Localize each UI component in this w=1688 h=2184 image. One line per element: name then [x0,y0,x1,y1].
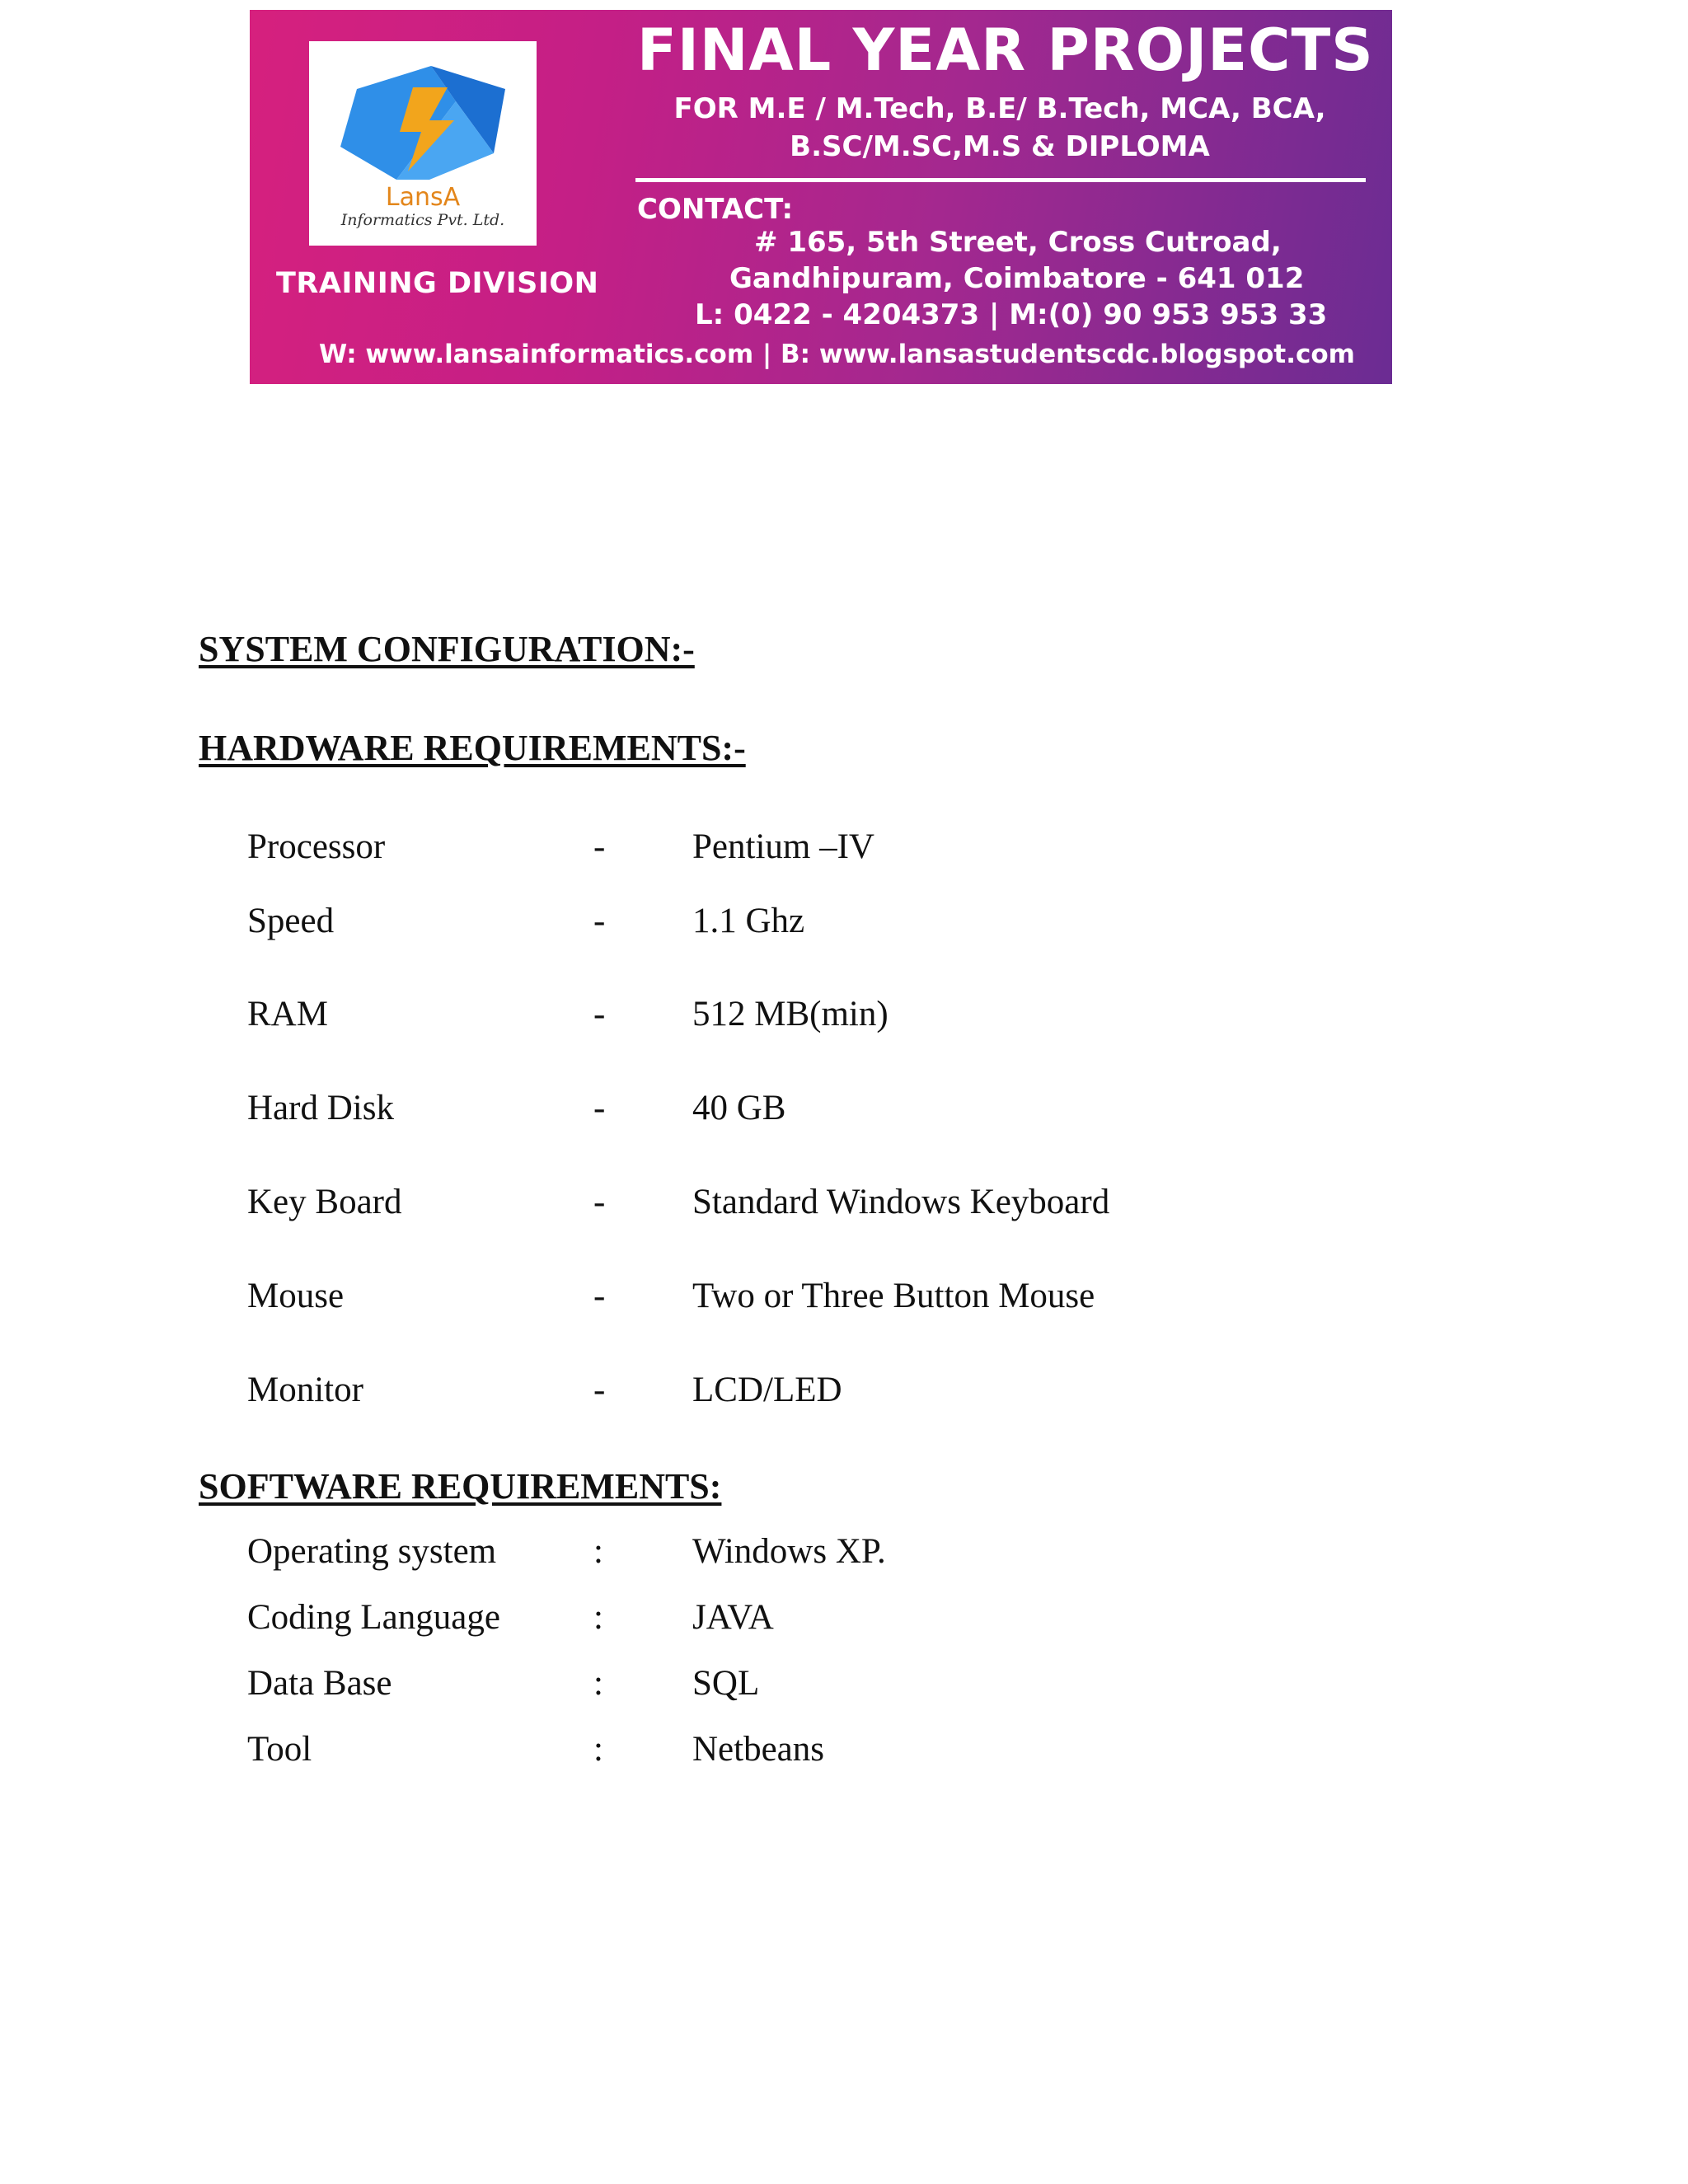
software-value: JAVA [692,1598,774,1637]
banner-subtitle-2: B.SC/M.SC,M.S & DIPLOMA [790,130,1210,163]
software-value: Netbeans [692,1730,824,1769]
contact-web: W: www.lansainformatics.com | B: www.lansastudentscdc.blogspot.com [319,340,1355,369]
separator: - [593,1277,606,1315]
hardware-value: Two or Three Button Mouse [692,1277,1095,1315]
hardware-label: Hard Disk [247,1089,394,1127]
banner-subtitle-1: FOR M.E / M.Tech, B.E/ B.Tech, MCA, BCA, [673,92,1326,125]
software-label: Tool [247,1730,312,1769]
hardware-row [0,1370,1688,1419]
banner-title: FINAL YEAR PROJECTS [637,16,1374,84]
separator: - [593,827,606,866]
company-logo [309,41,537,246]
hardware-label: Monitor [247,1371,363,1409]
system-configuration-heading: SYSTEM CONFIGURATION:- [199,629,695,669]
hardware-label: Speed [247,902,335,940]
hardware-value: 512 MB(min) [692,995,889,1033]
logo-subtitle: Informatics Pvt. Ltd. [340,211,505,229]
hardware-label: Mouse [247,1277,345,1315]
software-row [0,1729,1688,1779]
hardware-label: Key Board [247,1183,402,1221]
hardware-row [0,1182,1688,1231]
separator: - [593,1089,606,1127]
hardware-row [0,827,1688,876]
hardware-value: 40 GB [692,1089,786,1127]
software-row [0,1597,1688,1647]
software-label: Data Base [247,1664,392,1703]
hardware-row [0,1276,1688,1325]
software-value: SQL [692,1664,760,1703]
hardware-row [0,994,1688,1043]
software-requirements-heading: SOFTWARE REQUIREMENTS: [199,1466,722,1507]
hardware-row [0,1088,1688,1137]
hardware-value: 1.1 Ghz [692,902,805,940]
contact-phone: L: 0422 - 4204373 | M:(0) 90 953 953 33 [695,298,1328,331]
separator: - [593,1183,606,1221]
software-label: Operating system [247,1532,497,1571]
separator: : [593,1664,603,1703]
separator: : [593,1598,603,1637]
contact-city: Gandhipuram, Coimbatore - 641 012 [729,262,1305,295]
lightning-logo-icon [332,56,513,188]
logo-name: LansA [385,183,461,212]
software-row [0,1531,1688,1581]
hardware-value: Pentium –IV [692,827,874,866]
software-row [0,1663,1688,1713]
contact-label: CONTACT: [637,193,794,226]
software-label: Coding Language [247,1598,500,1637]
header-banner [250,10,1392,384]
hardware-row [0,901,1688,950]
hardware-requirements-heading: HARDWARE REQUIREMENTS:- [199,728,746,768]
hardware-label: RAM [247,995,328,1033]
contact-address: # 165, 5th Street, Cross Cutroad, [754,226,1282,259]
division-label: TRAINING DIVISION [276,267,599,300]
separator: - [593,995,606,1033]
hardware-value: LCD/LED [692,1371,842,1409]
separator: - [593,1371,606,1409]
separator: : [593,1730,603,1769]
banner-divider [635,178,1366,182]
hardware-label: Processor [247,827,386,866]
software-value: Windows XP. [692,1532,886,1571]
hardware-value: Standard Windows Keyboard [692,1183,1110,1221]
separator: : [593,1532,603,1571]
separator: - [593,902,606,940]
